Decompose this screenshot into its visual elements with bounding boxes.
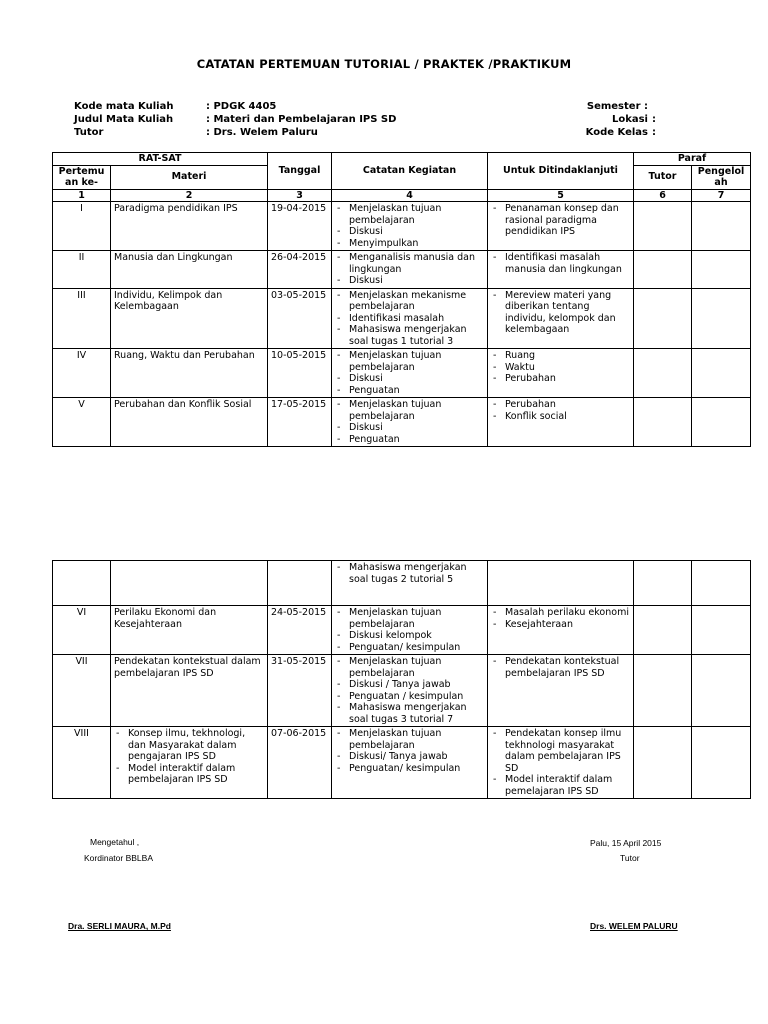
col-number: 7	[692, 189, 751, 202]
table-row	[53, 561, 751, 606]
tindak-cell	[488, 655, 634, 727]
pertemuan-cell: I	[53, 202, 111, 251]
list-item: - Diskusi	[335, 373, 484, 385]
tindak-cell	[488, 398, 634, 447]
catatan-cell	[332, 251, 488, 289]
tindak-cell	[488, 727, 634, 799]
tanggal-header: Tanggal	[268, 153, 332, 190]
catatan-cell	[332, 606, 488, 655]
table-row	[53, 655, 751, 727]
course-code-value: : PDGK 4405	[206, 101, 277, 112]
list-item: - Penguatan	[335, 434, 484, 446]
col-number: 6	[634, 189, 692, 202]
dash-list	[335, 656, 484, 725]
course-title-label: Judul Mata Kuliah	[74, 114, 174, 125]
dash-list	[491, 656, 630, 679]
catatan-cell	[332, 288, 488, 349]
list-item: - Menjelaskan tujuan pembelajaran	[335, 656, 484, 679]
paraf-pengelolah-cell	[692, 398, 751, 447]
column-number-row	[53, 189, 751, 202]
course-title-value: : Materi dan Pembelajaran IPS SD	[206, 114, 397, 125]
list-item: - Menjelaskan mekanisme pembelajaran	[335, 290, 484, 313]
class-code-row	[540, 126, 656, 139]
list-item: - Menjelaskan tujuan pembelajaran	[335, 350, 484, 373]
tanggal-cell: 10-05-2015	[268, 349, 332, 398]
list-item: - Ruang	[491, 350, 630, 362]
list-item: - Mahasiswa mengerjakan soal tugas 1 tutorial 3	[335, 324, 484, 347]
list-item: - Konflik social	[491, 411, 630, 423]
tindak-cell	[488, 349, 634, 398]
table-row	[53, 727, 751, 799]
meeting-table-continued	[52, 560, 751, 799]
list-item: - Identifikasi masalah manusia dan lingkungan	[491, 252, 630, 275]
list-item: - Diskusi	[335, 422, 484, 434]
catatan-cell	[332, 398, 488, 447]
list-item: - Mereview materi yang diberikan tentang individu, kelompok dan kelembagaan	[491, 290, 630, 336]
list-item: - Penguatan/ kesimpulan	[335, 642, 484, 654]
course-code-row	[74, 100, 396, 113]
tutor-label: Tutor	[74, 127, 104, 138]
tanggal-cell: 31-05-2015	[268, 655, 332, 727]
materi-cell: Individu, Kelimpok dan Kelembagaan	[111, 288, 268, 349]
dash-list	[335, 290, 484, 348]
paraf-pengelolah-cell	[692, 561, 751, 606]
paraf-pengelolah-cell	[692, 727, 751, 799]
tanggal-cell: 17-05-2015	[268, 398, 332, 447]
paraf-pengelolah-cell	[692, 202, 751, 251]
pertemuan-cell: V	[53, 398, 111, 447]
materi-cell	[111, 561, 268, 606]
pertemuan-cell: VIII	[53, 727, 111, 799]
list-item: - Identifikasi masalah	[335, 313, 484, 325]
tindak-cell	[488, 251, 634, 289]
materi-header: Materi	[111, 165, 268, 189]
list-item: - Diskusi	[335, 275, 484, 287]
tanggal-cell: 24-05-2015	[268, 606, 332, 655]
catatan-cell	[332, 727, 488, 799]
tutor-value: : Drs. Welem Paluru	[206, 127, 318, 138]
approval-label: Mengetahul ,	[90, 837, 140, 847]
class-code-label: Kode Kelas	[585, 127, 648, 138]
list-item: - Penanaman konsep dan rasional paradigma pendidikan IPS	[491, 203, 630, 238]
pertemuan-cell: IV	[53, 349, 111, 398]
table-row	[53, 606, 751, 655]
materi-cell: Paradigma pendidikan IPS	[111, 202, 268, 251]
tanggal-cell: 26-04-2015	[268, 251, 332, 289]
table-row	[53, 202, 751, 251]
materi-cell: Perilaku Ekonomi dan Kesejahteraan	[111, 606, 268, 655]
list-item: - Perubahan	[491, 399, 630, 411]
pertemuan-cell: VII	[53, 655, 111, 727]
pertemuan-cell: II	[53, 251, 111, 289]
tutor-row	[74, 126, 396, 139]
list-item: - Penguatan	[335, 385, 484, 397]
catatan-cell	[332, 202, 488, 251]
dash-list	[491, 399, 630, 422]
table-row	[53, 398, 751, 447]
semester-row	[540, 100, 656, 113]
course-info	[74, 100, 396, 139]
list-item: - Penguatan / kesimpulan	[335, 691, 484, 703]
tutor-signature-label: Tutor	[620, 853, 640, 863]
paraf-tutor-cell	[634, 349, 692, 398]
list-item: - Perubahan	[491, 373, 630, 385]
table-row	[53, 288, 751, 349]
list-item: - Menjelaskan tujuan pembelajaran	[335, 728, 484, 751]
tutor-header: Tutor	[634, 165, 692, 189]
table-row	[53, 251, 751, 289]
catatan-cell	[332, 561, 488, 606]
list-item: - Diskusi/ Tanya jawab	[335, 751, 484, 763]
tindak-cell	[488, 606, 634, 655]
page-title: CATATAN PERTEMUAN TUTORIAL / PRAKTEK /PRAKTIKUM	[196, 57, 572, 71]
coordinator-name: Dra. SERLI MAURA, M.Pd	[68, 921, 171, 931]
catatan-list	[335, 562, 484, 585]
dash-list	[335, 350, 484, 396]
dash-list	[491, 350, 630, 385]
materi-cell: Ruang, Waktu dan Perubahan	[111, 349, 268, 398]
paraf-tutor-cell	[634, 561, 692, 606]
tanggal-cell: 03-05-2015	[268, 288, 332, 349]
tindak-header: Untuk Ditindaklanjuti	[488, 153, 634, 190]
col-number: 1	[53, 189, 111, 202]
tutor-name: Drs. WELEM PALURU	[590, 921, 678, 931]
list-item: - Penguatan/ kesimpulan	[335, 763, 484, 775]
dash-list	[491, 607, 630, 630]
pertemuan-cell: III	[53, 288, 111, 349]
tindak-cell	[488, 561, 634, 606]
list-item: - Menjelaskan tujuan pembelajaran	[335, 203, 484, 226]
paraf-pengelolah-cell	[692, 288, 751, 349]
pertemuan-cell	[53, 561, 111, 606]
rat-sat-header: RAT-SAT	[53, 153, 268, 166]
materi-cell: Manusia dan Lingkungan	[111, 251, 268, 289]
materi-cell: Pendekatan kontekstual dalam pembelajaran IPS SD	[111, 655, 268, 727]
pertemuan-header: Pertemu an ke-	[53, 165, 111, 189]
list-item: - Mahasiswa mengerjakan soal tugas 3 tutorial 7	[335, 702, 484, 725]
tindak-cell	[488, 288, 634, 349]
dash-list	[491, 290, 630, 336]
list-item: - Masalah perilaku ekonomi	[491, 607, 630, 619]
dash-list	[335, 728, 484, 774]
catatan-cell	[332, 655, 488, 727]
list-item: - Diskusi kelompok	[335, 630, 484, 642]
paraf-tutor-cell	[634, 606, 692, 655]
paraf-pengelolah-cell	[692, 349, 751, 398]
catatan-header: Catatan Kegiatan	[332, 153, 488, 190]
paraf-tutor-cell	[634, 288, 692, 349]
list-item: - Konsep ilmu, tekhnologi, dan Masyarakat dalam pengajaran IPS SD	[114, 728, 264, 763]
list-item: - Model interaktif dalam pemelajaran IPS SD	[491, 774, 630, 797]
list-item: - Model interaktif dalam pembelajaran IPS SD	[114, 763, 264, 786]
location-value: :	[652, 114, 656, 125]
tanggal-cell: 07-06-2015	[268, 727, 332, 799]
location-row	[540, 113, 656, 126]
class-code-value: :	[652, 127, 656, 138]
paraf-tutor-cell	[634, 727, 692, 799]
col-number: 5	[488, 189, 634, 202]
col-number: 3	[268, 189, 332, 202]
tanggal-cell	[268, 561, 332, 606]
tindak-cell	[488, 202, 634, 251]
list-item: - Pendekatan kontekstual pembelajaran IPS SD	[491, 656, 630, 679]
col-number: 4	[332, 189, 488, 202]
dash-list	[491, 203, 630, 238]
place-date: Palu, 15 April 2015	[590, 838, 662, 848]
list-item: - Mahasiswa mengerjakan soal tugas 2 tutorial 5	[335, 562, 484, 585]
catatan-cell	[332, 349, 488, 398]
list-item: - Diskusi / Tanya jawab	[335, 679, 484, 691]
location-label: Lokasi	[611, 114, 648, 125]
list-item: - Menjelaskan tujuan pembelajaran	[335, 607, 484, 630]
pertemuan-cell: VI	[53, 606, 111, 655]
meeting-table	[52, 152, 751, 447]
materi-cell: Perubahan dan Konflik Sosial	[111, 398, 268, 447]
dash-list	[491, 252, 630, 275]
list-item: - Menganalisis manusia dan lingkungan	[335, 252, 484, 275]
paraf-tutor-cell	[634, 251, 692, 289]
paraf-pengelolah-cell	[692, 606, 751, 655]
paraf-tutor-cell	[634, 655, 692, 727]
col-number: 2	[111, 189, 268, 202]
dash-list	[335, 399, 484, 445]
dash-list	[114, 728, 264, 786]
list-item: - Menyimpulkan	[335, 238, 484, 250]
course-code-label: Kode mata Kuliah	[74, 101, 174, 112]
list-item: - Waktu	[491, 362, 630, 374]
course-title-row	[74, 113, 396, 126]
paraf-header: Paraf	[634, 153, 751, 166]
semester-label: Semester :	[586, 101, 648, 112]
list-item: - Diskusi	[335, 226, 484, 238]
list-item: - Pendekatan konsep ilmu tekhnologi masyarakat dalam pembelajaran IPS SD	[491, 728, 630, 774]
class-info	[540, 100, 656, 139]
paraf-tutor-cell	[634, 398, 692, 447]
table-row	[53, 349, 751, 398]
paraf-pengelolah-cell	[692, 655, 751, 727]
paraf-tutor-cell	[634, 202, 692, 251]
list-item: - Kesejahteraan	[491, 619, 630, 631]
paraf-pengelolah-cell	[692, 251, 751, 289]
materi-cell	[111, 727, 268, 799]
coordinator-label: Kordinator BBLBA	[84, 853, 153, 863]
dash-list	[335, 203, 484, 249]
pengelolah-header: Pengelol ah	[692, 165, 751, 189]
dash-list	[335, 252, 484, 287]
dash-list	[491, 728, 630, 797]
dash-list	[335, 607, 484, 653]
list-item: - Menjelaskan tujuan pembelajaran	[335, 399, 484, 422]
tanggal-cell: 19-04-2015	[268, 202, 332, 251]
